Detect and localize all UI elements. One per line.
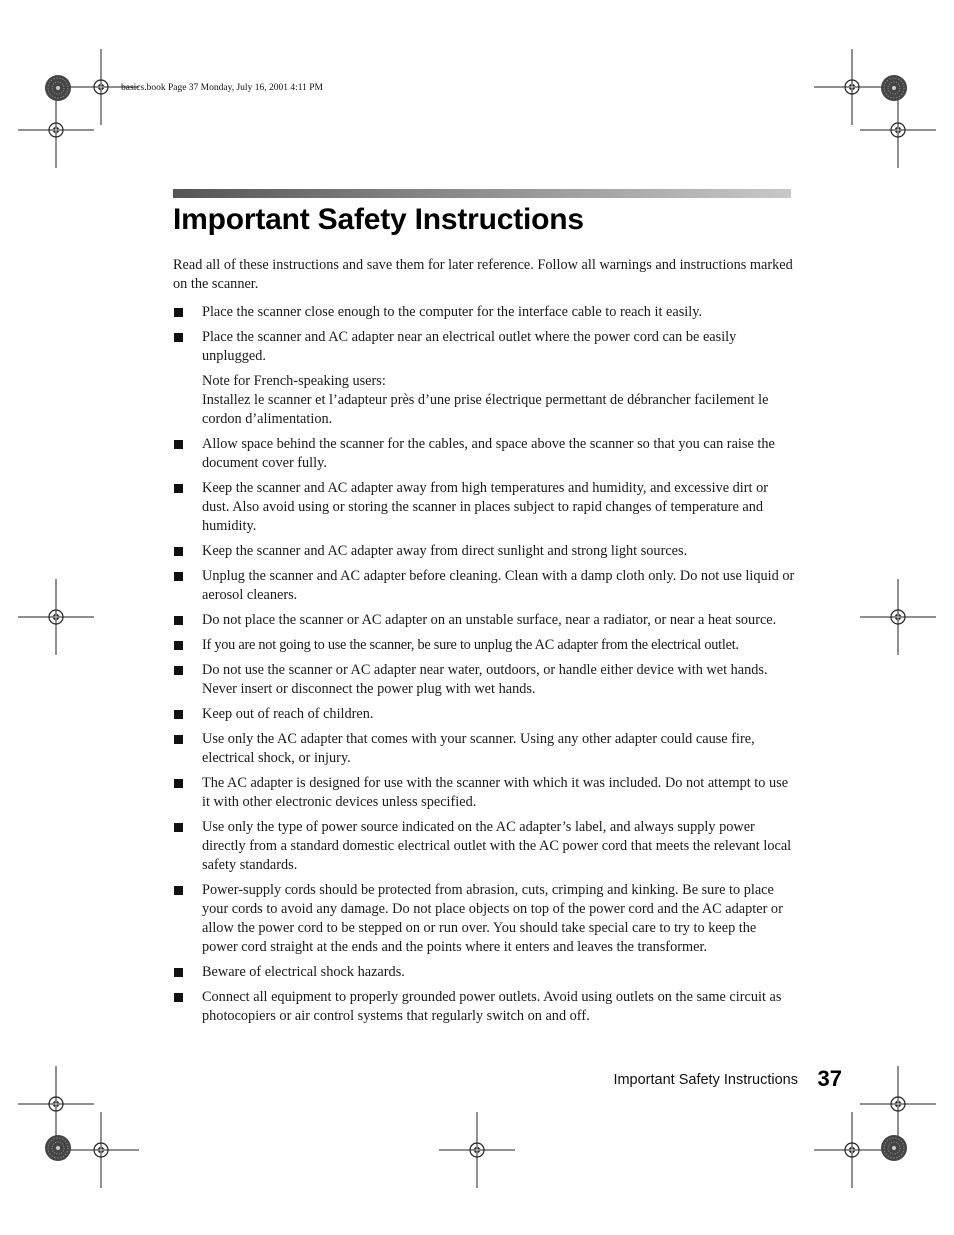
list-item-text: Connect all equipment to properly grounded power outlets. Avoid using outlets on the same circuit as photocopiers or air control systems that regularly switch on and off. xyxy=(202,989,782,1024)
title-rule xyxy=(173,189,791,198)
print-header-stamp: basics.book Page 37 Monday, July 16, 2001 4:11 PM xyxy=(121,83,323,93)
list-item xyxy=(173,328,795,429)
list-item-text: Beware of electrical shock hazards. xyxy=(202,964,405,980)
crop-mark-left-lower xyxy=(18,1066,94,1142)
list-item-text: If you are not going to use the scanner, be sure to unplug the AC adapter from the electrical outlet. xyxy=(202,637,739,653)
square-bullet-icon xyxy=(174,886,183,895)
square-bullet-icon xyxy=(174,666,183,675)
list-item-text: Keep the scanner and AC adapter away from high temperatures and humidity, and excessive dirt or dust. Also avoid using or storing the scanner in places subject to rapid changes of temperature and humidity. xyxy=(202,480,768,534)
list-item-text: Do not use the scanner or AC adapter near water, outdoors, or handle either device with wet hands. Never insert or disconnect the power plug with wet hands. xyxy=(202,662,768,697)
square-bullet-icon xyxy=(174,735,183,744)
crop-mark-right-lower xyxy=(860,1066,936,1142)
square-bullet-icon xyxy=(174,823,183,832)
safety-list xyxy=(173,303,795,1026)
square-bullet-icon xyxy=(174,968,183,977)
list-item-text: Use only the AC adapter that comes with your scanner. Using any other adapter could cause fire, electrical shock, or injury. xyxy=(202,731,755,766)
list-item xyxy=(173,705,795,724)
crop-mark-right-middle xyxy=(860,579,936,655)
square-bullet-icon xyxy=(174,484,183,493)
square-bullet-icon xyxy=(174,308,183,317)
square-bullet-icon xyxy=(174,993,183,1002)
crop-mark-top-right xyxy=(814,49,890,125)
color-rosette-bottom-left xyxy=(45,1135,71,1161)
square-bullet-icon xyxy=(174,616,183,625)
color-rosette-top-right xyxy=(881,75,907,101)
crop-mark-left-upper xyxy=(18,92,94,168)
list-item xyxy=(173,303,795,322)
square-bullet-icon xyxy=(174,547,183,556)
list-item xyxy=(173,479,795,536)
list-item-text: Keep out of reach of children. xyxy=(202,706,374,722)
page-number: 37 xyxy=(817,1066,842,1091)
note-text: Installez le scanner et l’adapteur près d’une prise électrique permettant de débrancher facilement le cordon d’alimentation. xyxy=(202,392,769,427)
list-item xyxy=(173,567,795,605)
list-item-text: Do not place the scanner or AC adapter on an unstable surface, near a radiator, or near a heat source. xyxy=(202,612,777,628)
list-item xyxy=(173,636,795,655)
crop-mark-bottom-right xyxy=(814,1112,890,1188)
list-item-text: Power-supply cords should be protected from abrasion, cuts, crimping and kinking. Be sure to place your cords to avoid any damage. Do not place objects on top of the power cord and the AC adapter or allow the power cord to be stepped on or run over. You should take special care to try to keep the power cord straight at the ends and the points where it enters and leaves the transformer. xyxy=(202,882,783,955)
list-item xyxy=(173,730,795,768)
list-item-text: Unplug the scanner and AC adapter before cleaning. Clean with a damp cloth only. Do not use liquid or aerosol cleaners. xyxy=(202,568,795,603)
color-rosette-top-left xyxy=(45,75,71,101)
square-bullet-icon xyxy=(174,779,183,788)
list-item xyxy=(173,542,795,561)
french-note xyxy=(202,372,795,429)
square-bullet-icon xyxy=(174,333,183,342)
footer-section-label: Important Safety Instructions xyxy=(613,1072,798,1088)
list-item xyxy=(173,661,795,699)
list-item-text: Allow space behind the scanner for the cables, and space above the scanner so that you can raise the document cover fully. xyxy=(202,436,775,471)
square-bullet-icon xyxy=(174,440,183,449)
color-rosette-bottom-right xyxy=(881,1135,907,1161)
list-item xyxy=(173,988,795,1026)
list-item xyxy=(173,818,795,875)
list-item-text: Place the scanner close enough to the computer for the interface cable to reach it easily. xyxy=(202,304,703,320)
list-item xyxy=(173,611,795,630)
list-item-text: Use only the type of power source indicated on the AC adapter’s label, and always supply power directly from a standard domestic electrical outlet with the AC power cord that meets the relevant local safety standards. xyxy=(202,819,792,873)
note-heading: Note for French-speaking users: xyxy=(202,373,386,389)
square-bullet-icon xyxy=(174,641,183,650)
list-item-text: The AC adapter is designed for use with the scanner with which it was included. Do not attempt to use it with other electronic devices unless specified. xyxy=(202,775,789,810)
square-bullet-icon xyxy=(174,572,183,581)
list-item xyxy=(173,774,795,812)
list-item-text: Keep the scanner and AC adapter away from direct sunlight and strong light sources. xyxy=(202,543,688,559)
list-item xyxy=(173,963,795,982)
square-bullet-icon xyxy=(174,710,183,719)
intro-paragraph: Read all of these instructions and save them for later reference. Follow all warnings and instructions marked on the scanner. xyxy=(173,257,793,292)
crop-mark-bottom-center xyxy=(439,1112,515,1188)
page-title: Important Safety Instructions xyxy=(173,203,584,236)
crop-mark-left-middle xyxy=(18,579,94,655)
list-item xyxy=(173,881,795,957)
crop-mark-right-upper xyxy=(860,92,936,168)
page-content xyxy=(173,256,795,1032)
list-item xyxy=(173,435,795,473)
crop-mark-bottom-left xyxy=(63,1112,139,1188)
list-item-text: Place the scanner and AC adapter near an electrical outlet where the power cord can be easily unplugged. xyxy=(202,329,737,364)
